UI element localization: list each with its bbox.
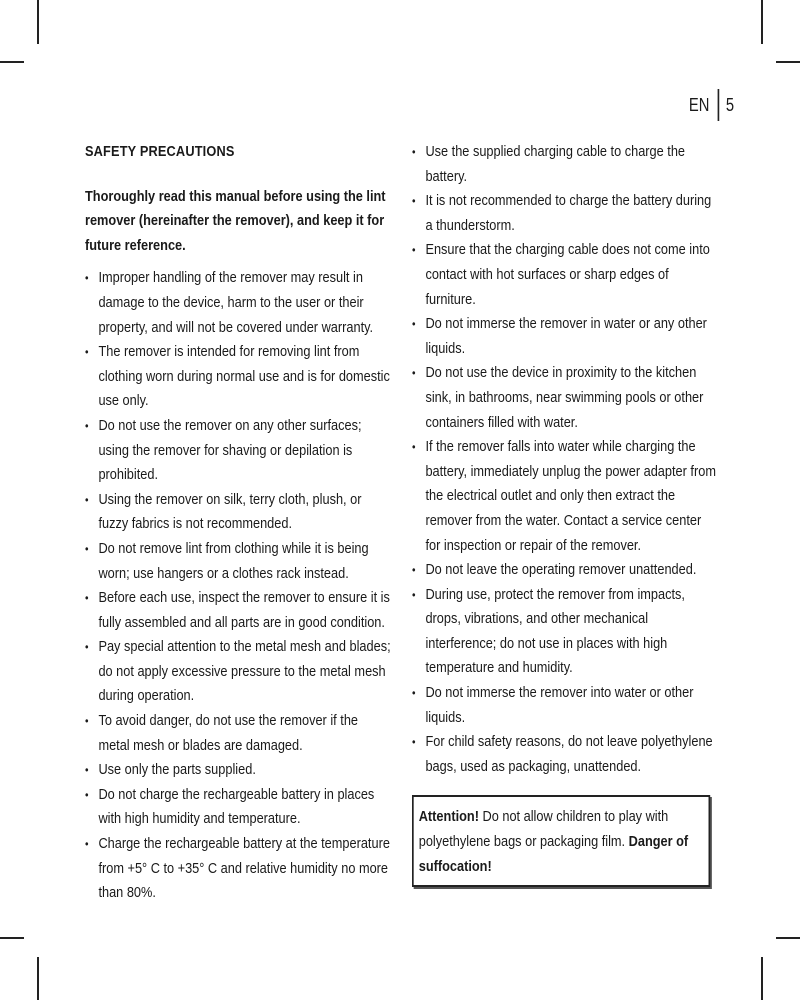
list-item: • Improper handling of the remover may result in damage to the device, harm to the user or their property, and will not be covered under warranty. bbox=[85, 266, 392, 340]
list-item: • Use the supplied charging cable to charge the battery. bbox=[412, 140, 719, 189]
list-item: • For child safety reasons, do not leave polyethylene bags, used as packaging, unattended. bbox=[412, 730, 719, 779]
list-item: • Before each use, inspect the remover to ensure it is fully assembled and all parts are in good condition. bbox=[85, 586, 392, 635]
crop-mark-bottom-left-vertical bbox=[37, 957, 39, 1000]
section-title: SAFETY PRECAUTIONS bbox=[85, 143, 235, 160]
crop-mark-top-right-vertical bbox=[761, 0, 763, 44]
list-item: • Do not immerse the remover into water or other liquids. bbox=[412, 681, 719, 730]
page-number: 5 bbox=[725, 94, 734, 115]
language-code: EN bbox=[688, 94, 710, 115]
crop-mark-top-left-horizontal bbox=[0, 61, 24, 63]
list-item: • Ensure that the charging cable does not come into contact with hot surfaces or sharp edges of furniture. bbox=[412, 238, 719, 312]
right-column bbox=[412, 140, 719, 887]
danger-warning: Danger of suffocation! bbox=[418, 833, 689, 875]
list-item: • Using the remover on silk, terry cloth, plush, or fuzzy fabrics is not recommended. bbox=[85, 488, 392, 537]
list-item: • To avoid danger, do not use the remover if the metal mesh or blades are damaged. bbox=[85, 709, 392, 758]
attention-label: Attention! bbox=[418, 808, 479, 826]
list-item: • Do not use the remover on any other surfaces; using the remover for shaving or depilation is prohibited. bbox=[85, 414, 392, 488]
left-bullet-list bbox=[85, 266, 392, 905]
crop-mark-top-right-horizontal bbox=[776, 61, 800, 63]
crop-mark-bottom-left-horizontal bbox=[0, 937, 24, 939]
list-item: • If the remover falls into water while charging the battery, immediately unplug the power adapter from the electrical outlet and only then extract the remover from the water. Contact a service center for inspection or repair of the remover. bbox=[412, 435, 719, 558]
attention-text: Do not allow children to play with polyethylene bags or packaging film. bbox=[418, 808, 669, 851]
attention-notice-box bbox=[412, 795, 710, 887]
header-divider bbox=[718, 89, 720, 121]
list-item: • Charge the rechargeable battery at the temperature from +5° C to +35° C and relative humidity no more than 80%. bbox=[85, 832, 392, 906]
list-item: • Do not charge the rechargeable battery in places with high humidity and temperature. bbox=[85, 783, 392, 832]
right-bullet-list bbox=[412, 140, 719, 779]
intro-paragraph: Thoroughly read this manual before using the lint remover (hereinafter the remover), and keep it for future reference. bbox=[85, 187, 386, 254]
list-item: • Do not leave the operating remover unattended. bbox=[412, 558, 719, 583]
list-item: • Use only the parts supplied. bbox=[85, 758, 392, 783]
left-column bbox=[85, 140, 392, 906]
list-item: • The remover is intended for removing lint from clothing worn during normal use and is for domestic use only. bbox=[85, 340, 392, 414]
list-item: • During use, protect the remover from impacts, drops, vibrations, and other mechanical interference; do not use in places with high temperature and humidity. bbox=[412, 583, 719, 681]
list-item: • Do not remove lint from clothing while it is being worn; use hangers or a clothes rack instead. bbox=[85, 537, 392, 586]
page-header bbox=[689, 88, 734, 122]
list-item: • It is not recommended to charge the battery during a thunderstorm. bbox=[412, 189, 719, 238]
crop-mark-top-left-vertical bbox=[37, 0, 39, 44]
crop-mark-bottom-right-horizontal bbox=[776, 937, 800, 939]
list-item: • Do not use the device in proximity to the kitchen sink, in bathrooms, near swimming pools or other containers filled with water. bbox=[412, 361, 719, 435]
crop-mark-bottom-right-vertical bbox=[761, 957, 763, 1000]
list-item: • Do not immerse the remover in water or any other liquids. bbox=[412, 312, 719, 361]
list-item: • Pay special attention to the metal mesh and blades; do not apply excessive pressure to the metal mesh during operation. bbox=[85, 635, 392, 709]
